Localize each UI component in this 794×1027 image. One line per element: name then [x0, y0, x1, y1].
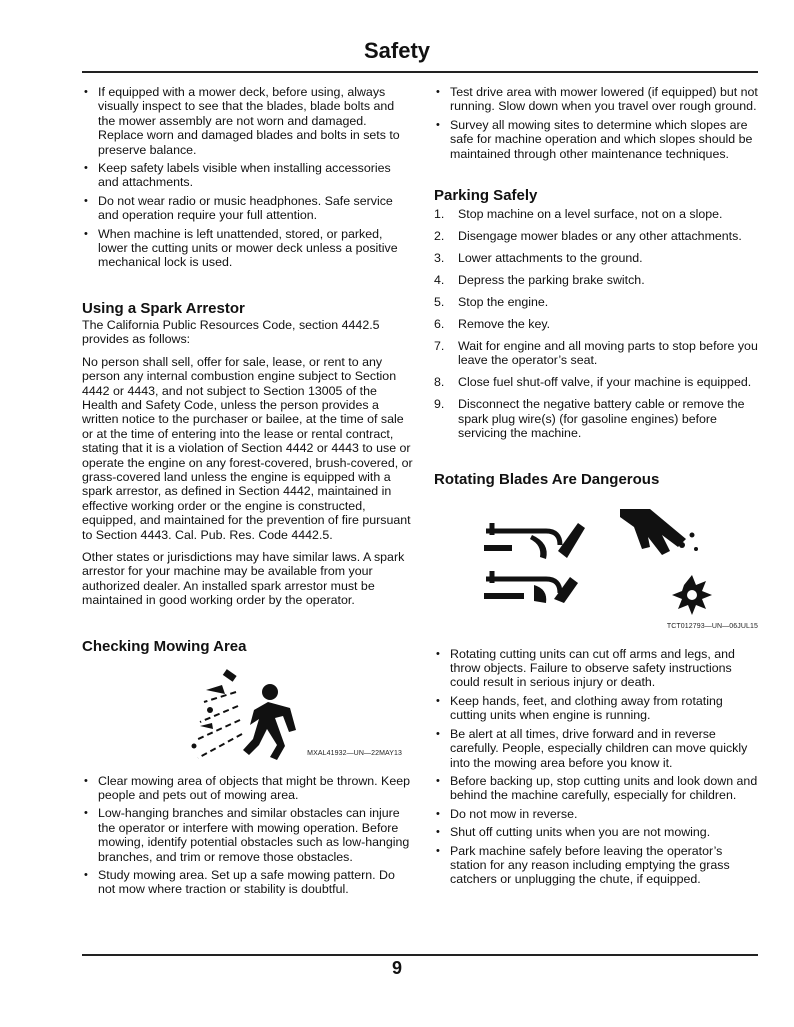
step-number: 5.	[434, 295, 445, 310]
list-item: • Do not wear radio or music headphones. Safe service and operation require your full attention.	[82, 194, 414, 223]
step-number: 9.	[434, 397, 445, 412]
parking-safely-heading: Parking Safely	[434, 187, 538, 205]
list-item: • Survey all mowing sites to determine which slopes are safe for machine operation and which slopes should be maintained through other maintenance techniques.	[434, 118, 760, 161]
list-item	[434, 397, 760, 440]
step-text: Disconnect the negative battery cable or remove the spark plug wire(s) (for gasoline engines) before servicing the machine.	[458, 397, 745, 441]
step-number: 8.	[434, 375, 445, 390]
mowing-area-list	[82, 774, 414, 897]
step-text: Disengage mower blades or any other attachments.	[458, 229, 742, 244]
step-number: 6.	[434, 317, 445, 332]
step-text: Lower attachments to the ground.	[458, 251, 643, 266]
list-item	[434, 295, 760, 309]
checking-mowing-area-heading: Checking Mowing Area	[82, 637, 247, 655]
step-number: 4.	[434, 273, 445, 288]
rotating-blades-heading: Rotating Blades Are Dangerous	[434, 470, 660, 488]
footer-rule	[82, 954, 758, 956]
list-item	[434, 273, 760, 287]
list-item: • Be alert at all times, drive forward and in reverse carefully. People, especially children can move quickly into the mowing area before you know it.	[434, 727, 760, 770]
step-number: 2.	[434, 229, 445, 244]
step-text: Depress the parking brake switch.	[458, 273, 645, 288]
step-text: Remove the key.	[458, 317, 551, 332]
list-item	[434, 339, 760, 368]
list-item: • Before backing up, stop cutting units and look down and behind the machine carefully, especially for children.	[434, 774, 760, 803]
step-text: Stop the engine.	[458, 295, 549, 310]
spark-paragraph-1: The California Public Resources Code, section 4442.5 provides as follows:	[82, 317, 380, 347]
step-text: Stop machine on a level surface, not on a slope.	[458, 207, 723, 222]
spark-paragraph-2: No person shall sell, offer for sale, lease, or rent to any person any internal combustion engine subject to Section 4442 or 4443, and not subject to Section 13005 of the Health and Safety Code, unless the person provides a written notice to the purchaser or bailee, at the time of sale or at the time of entering into the lease or rental contract, stating that it is a violation of Section 4442 or 4443 to use or operate the engine on any forest-covered, brush-covered, or grass-covered land unless the engine is equipped with a spark arrestor, as defined in Section 4442, maintained in effective working order or the engine is constructed, equipped, and maintained for the prevention of fire pursuant to Section 4443. Cal. Pub. Res. Code 4442.5.	[82, 354, 413, 542]
rotating-blade-hazard-icon	[434, 499, 760, 633]
list-item	[434, 229, 760, 243]
spark-paragraph-3: Other states or jurisdictions may have similar laws. A spark arrestor for your machine may be available from your authorized dealer. An installed spark arrestor must be maintained in good working order by the operator.	[82, 549, 405, 608]
right-intro-list	[434, 85, 760, 161]
list-item: • Shut off cutting units when you are not mowing.	[434, 825, 760, 839]
list-item: • Keep safety labels visible when installing accessories and attachments.	[82, 161, 414, 190]
list-item: • Rotating cutting units can cut off arms and legs, and throw objects. Failure to observe safety instructions could result in serious injury or death.	[434, 647, 760, 690]
rotating-blades-figure	[434, 499, 760, 647]
page-number: 9	[391, 958, 402, 978]
list-item: • When machine is left unattended, stored, or parked, lower the cutting units or mower deck unless a positive mechanical lock is used.	[82, 227, 414, 270]
left-column	[82, 85, 414, 901]
list-item: • Study mowing area. Set up a safe mowing pattern. Do not mow where traction or stability is doubtful.	[82, 868, 414, 897]
right-column	[434, 85, 760, 891]
step-text: Close fuel shut-off valve, if your machine is equipped.	[458, 375, 752, 390]
thrown-objects-figure	[82, 662, 414, 774]
list-item: • Keep hands, feet, and clothing away from rotating cutting units when engine is running.	[434, 694, 760, 723]
step-number: 1.	[434, 207, 445, 222]
rotating-blades-list	[434, 647, 760, 887]
step-number: 3.	[434, 251, 445, 266]
list-item: • Do not mow in reverse.	[434, 807, 760, 821]
list-item: • Park machine safely before leaving the operator’s station for any reason including emptying the grass catchers or unplugging the chute, if equipped.	[434, 844, 760, 887]
list-item	[434, 251, 760, 265]
step-number: 7.	[434, 339, 445, 354]
list-item	[434, 207, 760, 221]
list-item	[434, 317, 760, 331]
parking-steps-list	[434, 207, 760, 441]
header-rule	[82, 71, 758, 73]
list-item: • Test drive area with mower lowered (if equipped) but not running. Slow down when you travel over rough ground.	[434, 85, 760, 114]
list-item: • If equipped with a mower deck, before using, always visually inspect to see that the blades, blade bolts and the mower assembly are not worn and damaged. Replace worn and damaged blades and bolts in sets to preserve balance.	[82, 85, 414, 157]
left-intro-list	[82, 85, 414, 270]
figure-caption: TCT012793—UN—06JUL15	[666, 623, 758, 631]
spark-arrestor-heading: Using a Spark Arrestor	[82, 299, 245, 317]
list-item	[434, 375, 760, 389]
figure-caption: MXAL41932—UN—22MAY13	[307, 750, 402, 758]
list-item: • Low-hanging branches and similar obstacles can injure the operator or interfere with mowing operation. Before mowing, identify potential obstacles such as low-hanging branches, and trim or remove those obstacles.	[82, 806, 414, 864]
step-text: Wait for engine and all moving parts to stop before you leave the operator’s seat.	[458, 339, 758, 368]
list-item: • Clear mowing area of objects that might be thrown. Keep people and pets out of mowing area.	[82, 774, 414, 803]
page-title: Safety	[363, 38, 431, 63]
